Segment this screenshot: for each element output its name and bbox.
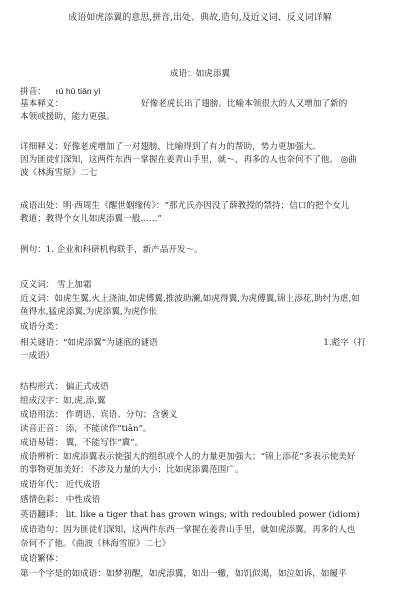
category-line: 成语分类： xyxy=(20,322,63,332)
pinyin-value: rú hǔ tiān yì xyxy=(55,86,101,96)
detailed-meaning-line-1: 详细释义：好像老虎增加了一对翅膀，比喻得到了有力的帮助，势力更加强大。 xyxy=(20,142,321,152)
basic-meaning-line-1 xyxy=(20,98,386,110)
antonym-line: 反义词： 雪上加霜 xyxy=(20,280,92,290)
analysis-line-1: 成语辨析：如虎添翼表示使强大的组织或个人的力量更加强大；“锦上添花”多表示使美好 xyxy=(20,452,356,462)
riddle-text: 相关谜语：“如虎添翼”为谜底的谜语 xyxy=(20,338,158,348)
emotion-line: 感情色彩： 中性成语 xyxy=(20,495,101,505)
basic-meaning-label: 基本释义： xyxy=(20,99,63,109)
sentence-line-1: 成语造句：因为匪徒们深知，这两件东西一掌握在姜青山手里，就如虎添翼，再多的人也 xyxy=(20,525,356,535)
usage-line: 成语用法： 作谓语、宾语、分句；含褒义 xyxy=(20,410,178,420)
analysis-line-2: 的事物更加美好；不涉及力量的大小；比如虎添翼范围广。 xyxy=(20,465,244,475)
riddle-answer: 1.彪字（打 xyxy=(323,338,366,348)
synonym-line-2: 鱼得水,猛虎添翼,为虎添翼,为虎作伥 xyxy=(20,307,158,317)
idiom-heading: 成语：如虎添翼 xyxy=(169,69,231,79)
riddle-line-2: 一成语） xyxy=(20,351,55,361)
sentence-line-2: 奈何不了他。《曲波《林海雪原》二七》 xyxy=(20,539,171,549)
source-line-2: 教道；教得个女儿如虎添翼一般……” xyxy=(20,214,162,224)
detailed-meaning-line-2: 因为匪徒们深知，这两件东西一掌握在姜青山手里，就～，再多的人也奈何不了他。 ◎曲 xyxy=(20,155,357,165)
composition-line: 组成汉字：如,虎,添,翼 xyxy=(20,396,106,406)
document-title: 成语如虎添翼的意思,拼音,出处、典故,造句,及近义词、反义词详解 xyxy=(68,13,332,23)
source-line-1: 成语出处：明·西周生《醒世姻缘传》：“那尤氏亦因没了薛教授的禁持；信口的把个女儿 xyxy=(20,201,350,211)
first-char-line: 第一个字是的如成语：如梦初醒，如虎添翼，如出一辙，如饥似渴，如泣如诉，如履平 xyxy=(20,569,347,579)
basic-meaning-line-2: 本领或援助，能力更强。 xyxy=(20,112,115,122)
common-error-line: 成语易错： 翼，不能写作“冀”。 xyxy=(20,438,144,448)
synonym-line-1: 近义词：如虎生翼,火上浇油,如虎傅翼,推波助澜,如虎得翼,为虎傅翼,锦上添花,助纣为虐,如 xyxy=(20,294,360,304)
structure-line: 结构形式： 偏正式成语 xyxy=(20,382,109,392)
english-line: 英语翻译： lit. like a tiger that has grown wings; with redoubled power (idiom) xyxy=(20,510,360,520)
example-line: 例句：1. 企业和科研机构联手，新产品开发～。 xyxy=(20,245,203,255)
detailed-meaning-line-3: 波《林海雪原》二七 xyxy=(20,168,98,178)
riddle-line-1 xyxy=(20,337,386,349)
pronunciation-line: 读音正音： 添，不能读作“tiān”。 xyxy=(20,424,152,434)
basic-meaning-text: 好像老虎长出了翅膀。比喻本领很大的人又增加了新的 xyxy=(140,99,348,109)
pinyin-label: 拼音： xyxy=(20,87,46,97)
pinyin-line xyxy=(20,85,386,98)
traditional-line: 成语繁体： xyxy=(20,554,63,564)
era-line: 成语年代： 近代成语 xyxy=(20,480,101,490)
